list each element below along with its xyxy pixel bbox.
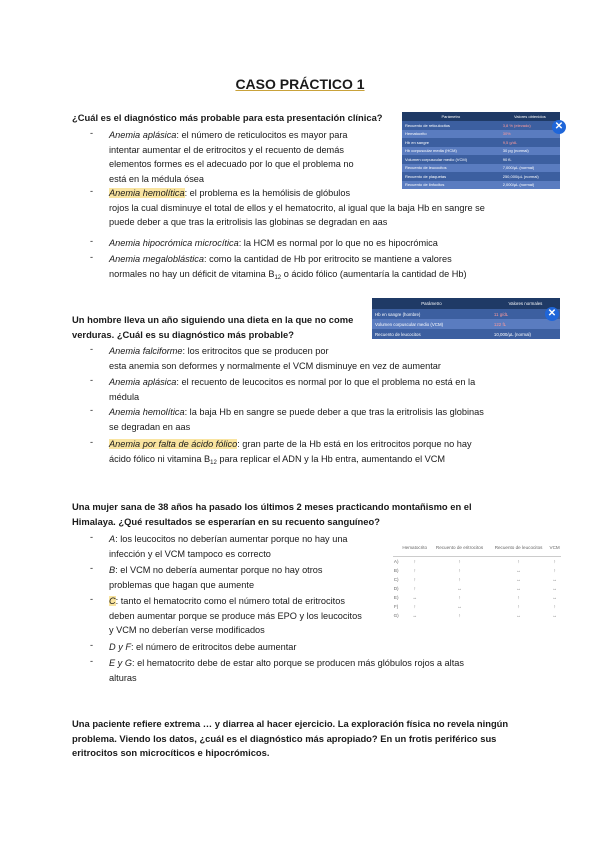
option-text: : el hematocrito debe de estar alto porque se producen más glóbulos rojos a altas: [131, 658, 464, 668]
option-text: problemas que hagan que aumente: [109, 579, 255, 590]
q1-cell: 30%: [500, 130, 560, 139]
q3-cell: ↑: [553, 603, 556, 609]
question-line: Una paciente refiere extrema … y diarrea al hacer ejercicio. La exploración física no revela ningún: [72, 718, 509, 729]
q2-cell: 11 g/dL: [491, 309, 560, 319]
option-text: o ácido fólico (aumentaría la cantidad de Hb): [281, 268, 467, 279]
q3-cell: ↔: [552, 585, 557, 591]
q3-cell: D): [393, 585, 399, 591]
q1-option-c: [109, 236, 549, 251]
q2-cell: Recuento de leucocitos: [372, 329, 491, 339]
q3-cell: ↔: [552, 594, 557, 600]
question-4: [72, 717, 562, 761]
q3-cell: ↔: [412, 612, 418, 618]
option-text: : el problema es la hemólisis de glóbulos: [184, 188, 351, 198]
q3-header: Recuento de eritrocitos: [435, 545, 484, 551]
option-text: y VCM no deberían verse modificados: [109, 625, 265, 635]
q2-cell: Hb en sangre (hombre): [372, 309, 491, 319]
bullet-dash: -: [90, 437, 94, 447]
bullet-dash: -: [90, 656, 94, 666]
option-text: : los leucocitos no deberían aumentar porque no hay una: [115, 534, 348, 544]
q1-cell: 250,000/µL (normal): [500, 172, 560, 181]
q3-cell: ↔: [457, 585, 462, 591]
q3-option-a: [109, 532, 389, 561]
question-line: Un hombre lleva un año siguiendo una dieta en la que no come: [72, 314, 354, 325]
q3-cell: ↑: [458, 567, 461, 573]
q1-cell: 7,000/µL (normal): [500, 164, 560, 173]
option-label: Anemia aplásica: [109, 377, 177, 387]
q3-cell: ↑: [517, 603, 520, 609]
q3-cell: ↑: [553, 567, 556, 573]
option-text: alturas: [109, 672, 137, 683]
q2-cell: Volumen corpuscular medio (VCM): [372, 319, 491, 329]
option-label: B: [109, 565, 116, 575]
option-text: esta anemia son deformes y normalmente el VCM disminuye en vez de aumentar: [109, 360, 441, 371]
q2-table-header: Parámetro: [372, 298, 491, 309]
q1-table: [402, 112, 560, 189]
option-label: Anemia hipocrómica microcítica: [109, 238, 239, 248]
bullet-dash: -: [90, 563, 94, 573]
q3-cell: ↔: [457, 603, 462, 609]
q3-cell: ↑: [413, 585, 416, 591]
q3-option-c: [109, 594, 399, 638]
option-label: A: [109, 534, 116, 544]
q3-option-b: [109, 563, 389, 592]
close-icon[interactable]: ✕: [545, 307, 559, 321]
option-text: rojos la cual disminuye el total de ellos y el hematocrito, al igual que la baja Hb en sangre se: [109, 202, 485, 213]
q1-cell: Hb corpuscular media (HCM): [402, 147, 500, 156]
q1-cell: Recuento de leucocitos: [402, 164, 500, 173]
option-text: : el número de reticulocitos es mayor para: [176, 130, 348, 140]
q2-option-d: [109, 437, 549, 470]
q3-cell: C): [393, 576, 399, 582]
q3-cell: ↑: [458, 594, 461, 600]
option-text: médula: [109, 391, 140, 402]
q3-cell: ↑: [517, 594, 520, 600]
option-text: : tanto el hematocrito como el número total de eritrocitos: [115, 596, 345, 606]
option-text: : la baja Hb en sangre se puede deber a que tras la eritrolisis las globinas: [184, 407, 484, 417]
q3-cell: B): [393, 567, 399, 573]
q1-cell: 3,8 % (elevado): [500, 121, 560, 130]
question-line: verduras. ¿Cuál es su diagnóstico más probable?: [72, 328, 294, 340]
q2-cell: 122 fL: [491, 319, 560, 329]
option-text: se degradan en aas: [109, 421, 191, 432]
bullet-dash: -: [90, 375, 94, 385]
q3-cell: ↑: [413, 567, 416, 573]
q1-table-header: Parámetro: [402, 112, 500, 121]
page-title: CASO PRÁCTICO 1: [235, 76, 365, 92]
q2-option-a: [109, 344, 549, 373]
q1-cell: 90 fL: [500, 155, 560, 164]
question-line: problema. Viendo los datos, ¿cuál es el diagnóstico más apropiado? En un frotis periférico sus: [72, 732, 497, 744]
q1-option-d: [109, 252, 549, 285]
bullet-dash: -: [90, 532, 94, 542]
q3-cell: ↑: [399, 556, 430, 566]
option-text: ácido fólico ni vitamina B: [109, 453, 211, 464]
q3-cell: ↔: [552, 576, 557, 582]
q3-cell: ↔: [412, 594, 418, 600]
q3-cell: ↑: [548, 556, 561, 566]
option-label: Anemia megaloblástica: [109, 254, 204, 264]
option-text: : el VCM no debería aumentar porque no hay otros: [115, 565, 323, 575]
bullet-dash: -: [90, 128, 94, 138]
option-label: Anemia hemolítica: [109, 407, 185, 417]
q3-cell: ↔: [516, 567, 521, 573]
option-text: normales no hay un déficit de vitamina B: [109, 268, 275, 279]
q3-option-e: [109, 656, 559, 685]
option-label: C: [109, 596, 116, 606]
option-label: Anemia por falta de ácido fólico: [109, 439, 238, 449]
q3-cell: ↔: [516, 612, 521, 618]
bullet-dash: -: [90, 344, 94, 354]
subscript: 12: [274, 274, 282, 281]
subscript: 12: [210, 459, 217, 466]
question-3: [72, 500, 472, 529]
option-label: E y G: [109, 658, 132, 668]
q3-cell: ↔: [516, 585, 521, 591]
option-label: Anemia falciforme: [109, 346, 183, 356]
q1-cell: 2,000/µL (normal): [500, 181, 560, 190]
bullet-dash: -: [90, 405, 94, 415]
option-text: puede deber a que tras la eritrolisis las globinas se degradan en aas: [109, 217, 388, 227]
bullet-dash: -: [90, 594, 94, 604]
option-text: elementos formes es el adecuado por lo que el problema no: [109, 159, 354, 169]
q3-cell: ↑: [430, 556, 489, 566]
close-icon[interactable]: ✕: [552, 120, 566, 134]
q3-header: Hematocrito: [402, 545, 428, 551]
q1-cell: Hematocrito: [402, 130, 500, 139]
q3-cell: G): [393, 612, 399, 618]
question-2: [72, 313, 353, 342]
q1-cell: 9,5 g/dL: [500, 138, 560, 147]
option-text: deben aumentar porque se produce más EPO y los leucocitos: [109, 610, 362, 621]
q3-cell: ↑: [413, 576, 416, 582]
q2-table: [372, 298, 560, 339]
q1-cell: 30 pg (normal): [500, 147, 560, 156]
option-text: : el recuento de leucocitos es normal por lo que el problema no está en la: [176, 377, 476, 387]
q3-header: VCM: [549, 545, 560, 551]
q3-cell: ↔: [552, 612, 557, 618]
q3-cell: ↑: [489, 556, 548, 566]
q2-cell: 10,000/µL (normal): [491, 329, 560, 339]
q3-header: Recuento de leucocitos: [494, 545, 543, 551]
question-line: Una mujer sana de 38 años ha pasado los últimos 2 meses practicando montañismo en el: [72, 501, 472, 512]
option-label: Anemia aplásica: [109, 130, 177, 140]
option-text: : la HCM es normal por lo que no es hipocrómica: [238, 238, 438, 248]
q1-option-a: [109, 128, 399, 186]
bullet-dash: -: [90, 186, 94, 196]
q3-cell: ↔: [516, 576, 521, 582]
q2-table-header: Valores normales: [491, 298, 560, 309]
option-text: intentar aumentar el de eritrocitos y el recuento de demás: [109, 144, 344, 155]
q1-table-header: Valores obtenidos: [500, 112, 560, 121]
q3-cell: F): [394, 603, 399, 609]
bullet-dash: -: [90, 236, 94, 246]
question-line: Himalaya. ¿Qué resultados se esperarían en su recuento sanguíneo?: [72, 515, 380, 527]
q3-table: [393, 540, 561, 620]
q2-option-b: [109, 375, 549, 404]
q1-cell: Volumen corpuscular medio (VCM): [402, 155, 500, 164]
q3-cell: E): [393, 594, 399, 600]
q1-cell: Hb en sangre: [402, 138, 500, 147]
q1-cell: Recuento de reticulocitos: [402, 121, 500, 130]
q3-cell: A): [393, 556, 399, 566]
option-text: : gran parte de la Hb está en los eritrocitos porque no hay: [237, 439, 472, 449]
option-text: : el número de eritrocitos debe aumentar: [130, 642, 297, 652]
q3-option-d: [109, 640, 399, 655]
option-text: está en la médula ósea: [109, 173, 205, 184]
q1-cell: Recuento de linfocitos: [402, 181, 500, 190]
option-text: : como la cantidad de Hb por eritrocito se mantiene a valores: [204, 254, 452, 264]
option-text: infección y el VCM tampoco es correcto: [109, 548, 271, 559]
option-text: : los eritrocitos que se producen por: [182, 346, 329, 356]
q1-cell: Recuento de plaquetas: [402, 172, 500, 181]
option-text: para replicar el ADN y la Hb entra, aumentando el VCM: [216, 453, 446, 464]
q3-cell: ↑: [413, 603, 416, 609]
option-label: Anemia hemolítica: [109, 188, 185, 198]
q1-option-b: [109, 186, 549, 230]
option-label: D y F: [109, 642, 131, 652]
q3-cell: ↑: [458, 576, 461, 582]
question-line: eritrocitos son microcíticos e hipocrómicos.: [72, 747, 270, 758]
q2-option-c: [109, 405, 549, 434]
bullet-dash: -: [90, 252, 94, 262]
question-1: ¿Cuál es el diagnóstico más probable para esta presentación clínica?: [72, 112, 383, 123]
bullet-dash: -: [90, 640, 94, 650]
q3-cell: ↑: [458, 612, 461, 618]
